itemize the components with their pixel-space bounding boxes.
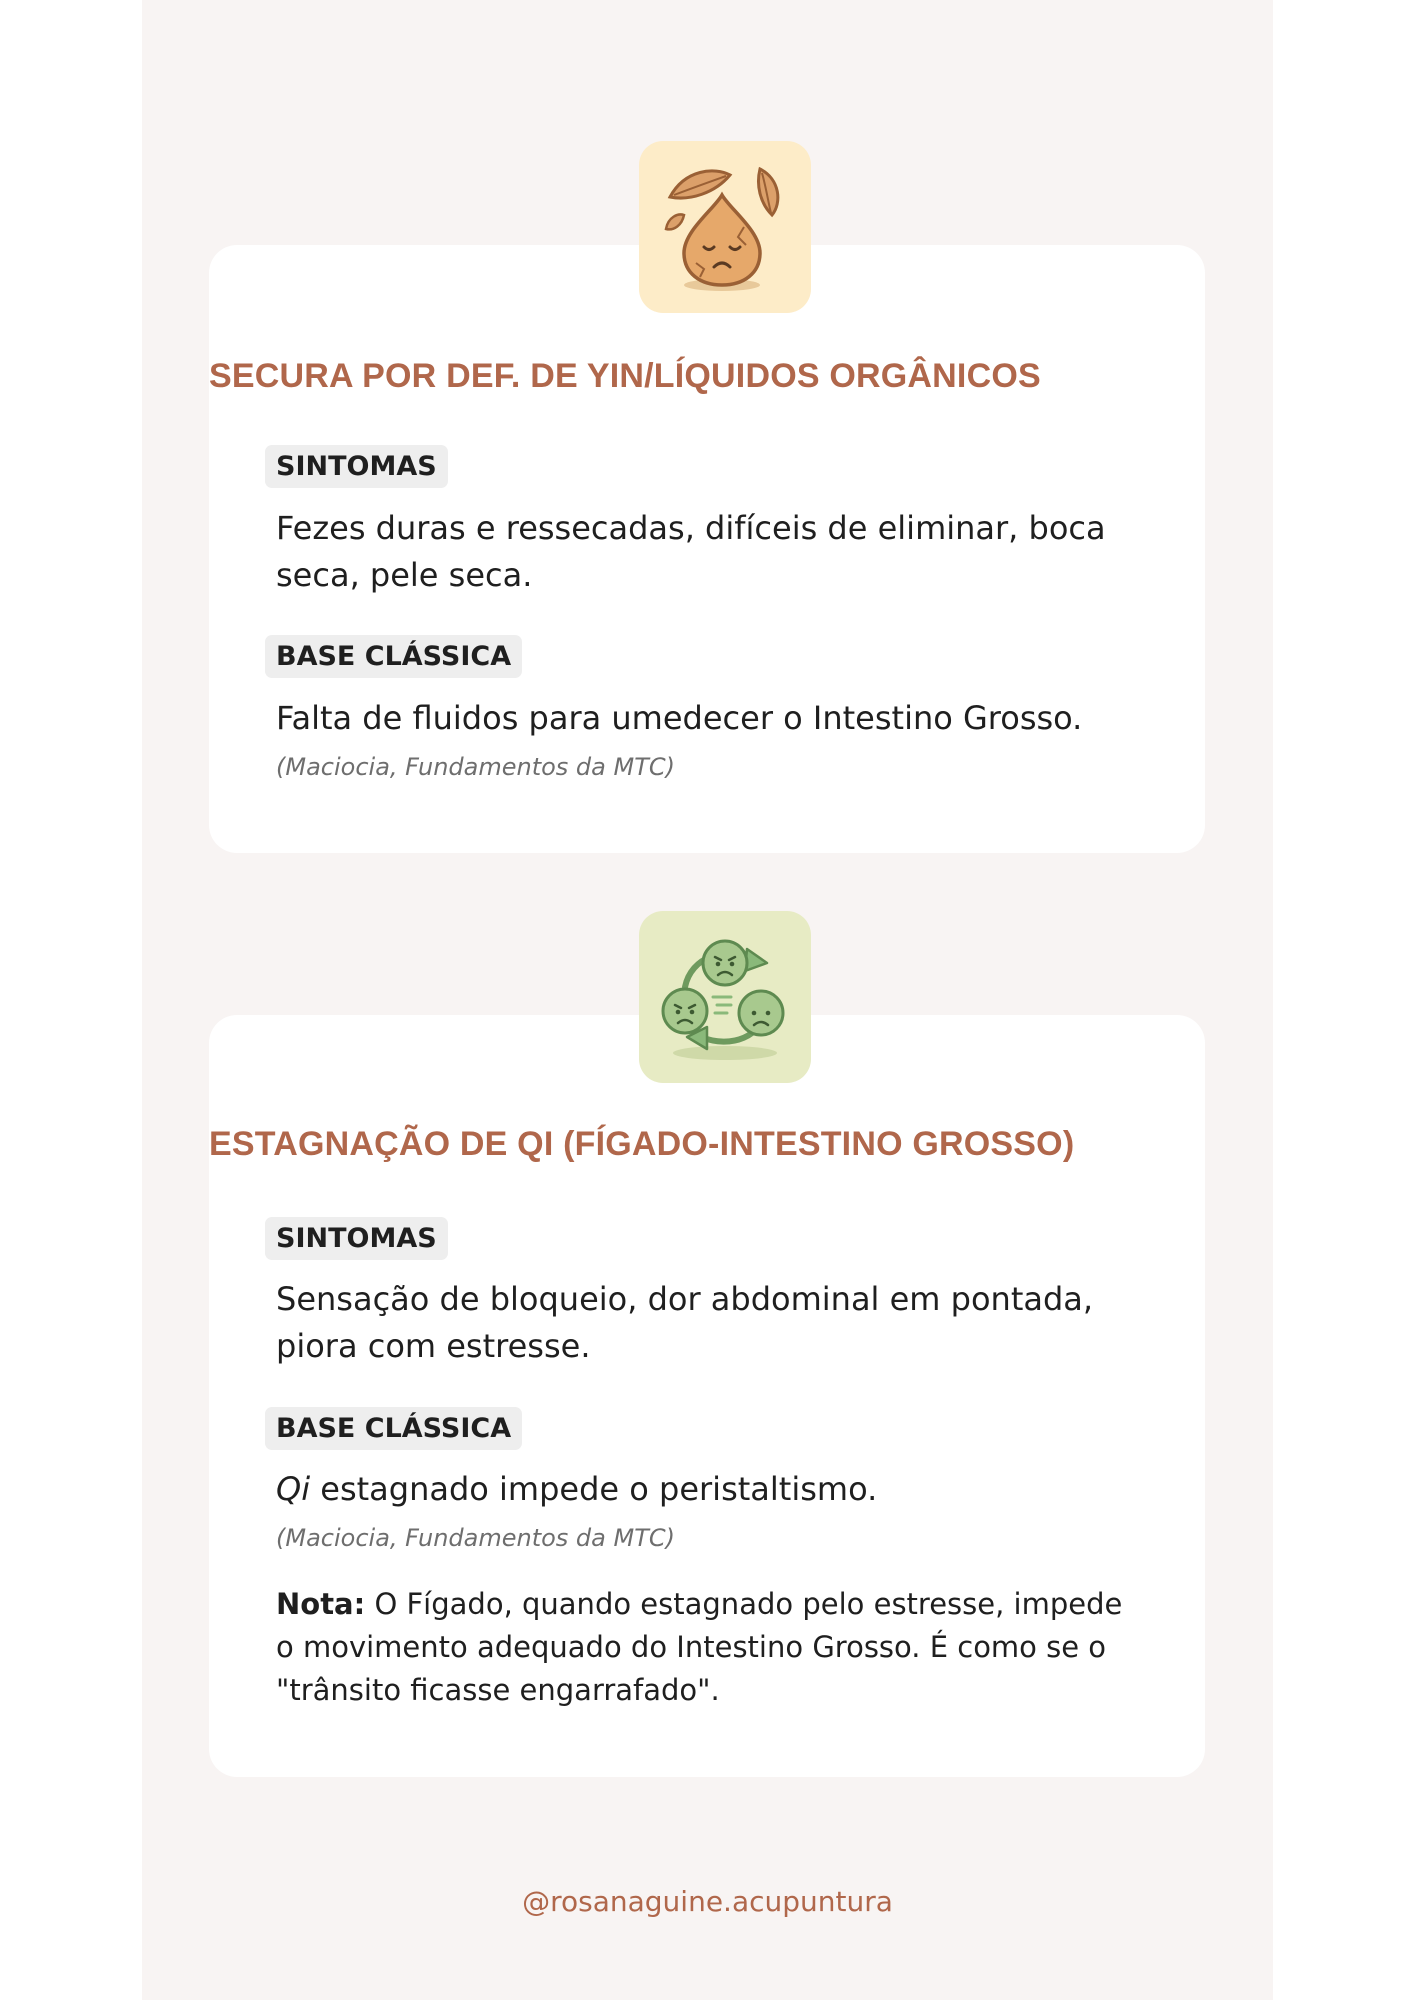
card-title: ESTAGNAÇÃO DE QI (FÍGADO-INTESTINO GROSSO): [209, 1125, 1075, 1163]
card-title: SECURA POR DEF. DE YIN/LÍQUIDOS ORGÂNICOS: [209, 357, 1041, 395]
pattern-card-qi-stagnation: [209, 1015, 1205, 1777]
cycle-faces-icon: [639, 911, 811, 1083]
footer-handle[interactable]: @rosanaguine.acupuntura: [522, 1885, 893, 1918]
symptoms-label: SINTOMAS: [265, 1217, 448, 1260]
citation: (Maciocia, Fundamentos da MTC): [276, 1524, 675, 1552]
pattern-card-yin-deficiency: [209, 245, 1205, 853]
note-body: O Fígado, quando estagnado pelo estresse, impede o movimento adequado do Intestino Grosso. É como se o "trânsito ficasse engarrafado".: [276, 1587, 1123, 1707]
base-text: [276, 1466, 1145, 1513]
dry-drop-icon: [639, 141, 811, 313]
note-label: Nota:: [276, 1587, 366, 1621]
base-text-rest: estagnado impede o peristaltismo.: [310, 1470, 878, 1508]
citation: (Maciocia, Fundamentos da MTC): [276, 753, 675, 781]
base-text: Falta de fluidos para umedecer o Intestino Grosso.: [276, 699, 1083, 737]
symptoms-text: Sensação de bloqueio, dor abdominal em pontada, piora com estresse.: [276, 1280, 1094, 1365]
symptoms-text: Fezes duras e ressecadas, difíceis de eliminar, boca seca, pele seca.: [276, 509, 1106, 594]
symptoms-label: SINTOMAS: [265, 445, 448, 488]
base-label: BASE CLÁSSICA: [265, 1407, 522, 1450]
base-label: BASE CLÁSSICA: [265, 635, 522, 678]
qi-term: Qi: [276, 1470, 311, 1508]
note-text: [276, 1583, 1145, 1712]
